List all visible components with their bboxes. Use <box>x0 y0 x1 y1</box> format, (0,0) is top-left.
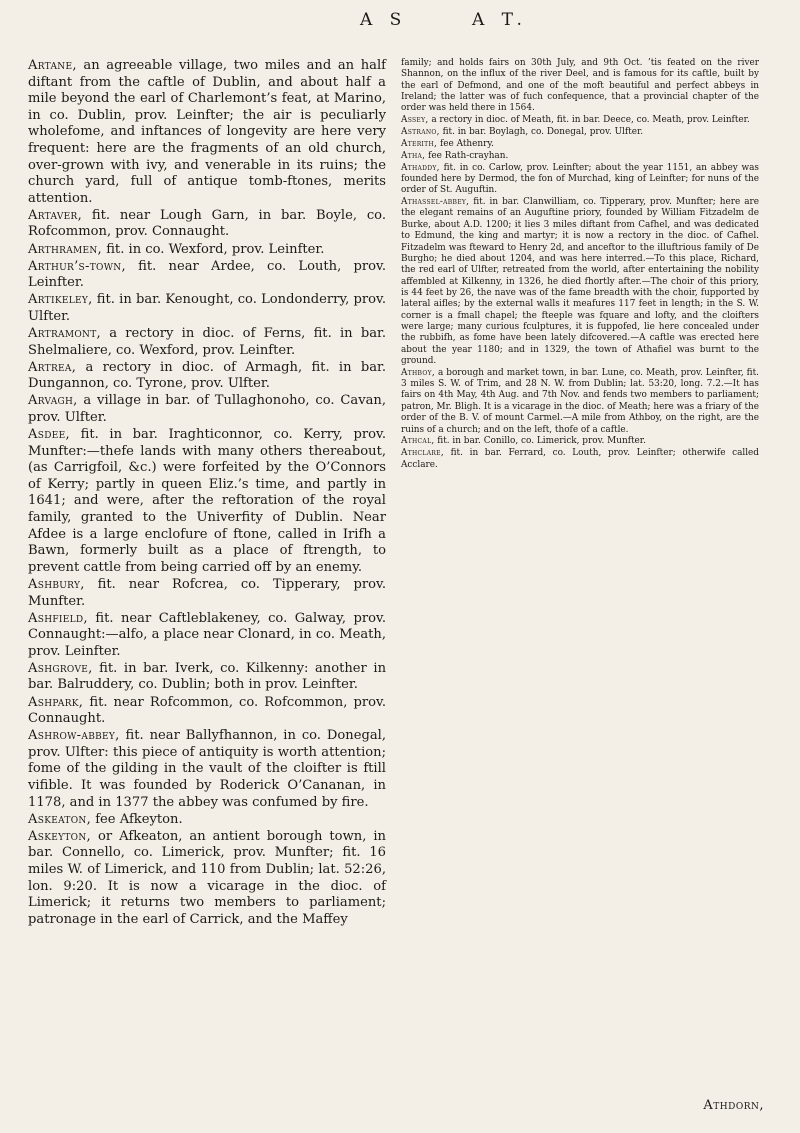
gazetteer-entry <box>401 436 759 447</box>
gazetteer-entry <box>401 115 759 126</box>
entry-headword: Ashrow-abbey, <box>28 728 120 744</box>
gazetteer-entry <box>28 360 386 393</box>
gazetteer-entry <box>28 812 386 829</box>
entry-text: a rectory in dioc. of Meath, fit. in bar. Deece, co. Meath, prov. Leinfter. <box>428 115 750 126</box>
entry-headword: Athboy, <box>401 367 435 378</box>
entry-headword: Artaver, <box>28 207 83 223</box>
entry-headword: Ashfield, <box>28 610 88 626</box>
running-head-left: A S <box>360 10 408 30</box>
gazetteer-entry <box>401 197 759 367</box>
entry-text: fee Athenry. <box>437 138 494 149</box>
entry-headword: Askeyton, <box>28 828 91 844</box>
entry-text: fit. in bar. Conillo, co. Limerick, prov. Munfter. <box>434 436 646 447</box>
gazetteer-entry <box>28 393 386 426</box>
entry-text: fit. near Rofcommon, co. Rofcommon, prov. Connaught. <box>28 694 386 727</box>
gazetteer-entry <box>28 58 386 207</box>
gazetteer-entry <box>28 326 386 359</box>
entry-text: fit. in bar. Iraghticonnor, co. Kerry, prov. Munfter:—thefe lands with many others thereabout, (as Carrigfoil, &c.) were forfeited by the O’Connors of Kerry; partly in queen Eliz.’s time, and partly in 1641; and were, after the reftoration of the royal family, granted to the Univerfity of Dublin. Near Afdee is a large enclofure of ftone, called in Irifh a Bawn, formerly built as a place of ftrength, to prevent cattle from being carried off by an enemy. <box>28 427 386 575</box>
entry-text: fit. near Caftleblakeney, co. Galway, prov. Connaught:—alfo, a place near Clonard, in co. Meath, prov. Leinfter. <box>28 610 386 659</box>
gazetteer-entry <box>28 208 386 241</box>
entry-headword: Athclare, <box>401 448 444 459</box>
entry-text: fit. in bar. Clanwilliam, co. Tipperary, prov. Munfter; here are the elegant remains of an Auguftine priory, founded by William Fitzadelm de Burke, about A.D. 1200; it lies 3 miles diftant from Cafhel, and was dedicated to Edmund, the king and martyr; it is now a rectory in the dioc. of Cafhel. Fitzadelm was fteward to Henry 2d, and anceftor to the illuftrious family of De Burgho; he died about 1204, and was here interred.—To this place, Richard, the red earl of Ulfter, retreated from the world, after entertaining the nobility affembled at Kilkenny, in 1326, he died fhortly after.—The choir of this priory, is 44 feet by 26, the nave was of the fame breadth with the choir, fupported by lateral aifles; by the external walls it meafures 117 feet in length; in the S. W. corner is a fmall chapel; the fteeple was fquare and lofty, and the cloifters were large; many curious fculptures, it is fuppofed, lie here concealed under the rubbifh, as fome have been lately difcovered.—A caftle was erected here about the year 1180; and in 1329, the town of Athafiel was burnt to the ground. <box>401 197 759 366</box>
right-column <box>401 58 759 1108</box>
entry-text: fit. in bar. Ferrard, co. Louth, prov. Leinfter; otherwife called Acclare. <box>401 448 759 470</box>
entry-headword: Arvagh, <box>28 393 78 409</box>
entry-text: fit. in co. Carlow, prov. Leinfter; about the year 1151, an abbey was founded here by Dermod, the fon of Murchad, king of Leinfter; for nuns of the order of St. Auguftin. <box>401 162 759 196</box>
entry-headword: Asdee, <box>28 427 70 443</box>
entry-headword: Athaddy, <box>401 162 440 173</box>
entry-text: fit. in bar. Iverk, co. Kilkenny: another in bar. Balruddery, co. Dublin; both in prov. Leinfter. <box>28 660 386 693</box>
running-head-right: A T. <box>472 10 528 30</box>
entry-headword: Arthramen, <box>28 241 103 257</box>
entry-text: an agreeable village, two miles and an half diftant from the caftle of Dublin, and about half a mile beyond the earl of Charlemont’s feat, at Marino, in co. Dublin, prov. Leinfter; the air is peculiarly wholefome, and inftances of longevity are here very frequent: here are the fragments of an old church, over-grown with ivy, and venerable in its ruins; the church yard, full of antique tomb-ftones, merits attention. <box>28 58 386 206</box>
entry-text: fit. near Ardee, co. Louth, prov. Leinfter. <box>28 258 386 291</box>
entry-headword: Ashbury, <box>28 576 85 592</box>
gazetteer-entry <box>28 695 386 728</box>
entry-text: fit. in bar. Boylagh, co. Donegal, prov. Ulfter. <box>439 127 644 138</box>
entry-text: fee Rath-crayhan. <box>425 150 509 161</box>
entry-headword: Athcal, <box>401 436 435 447</box>
entry-headword: Aterith, <box>401 138 438 149</box>
entry-text: fit. near Ballyfhannon, in co. Donegal, prov. Ulfter: this piece of antiquity is worth attention; fome of the gilding in the vault of the cloifter is ftill vifible. It was founded by Roderick O’Cananan, in 1178, and in 1377 the abbey was confumed by fire. <box>28 728 386 810</box>
gazetteer-entry <box>401 368 759 436</box>
entry-headword: Atha, <box>401 150 426 161</box>
entry-text: a borough and market town, in bar. Lune, co. Meath, prov. Leinfter, fit. 3 miles S. W. of Trim, and 28 N. W. from Dublin; lat. 53:20, long. 7.2.—It has fairs on 4th May, 4th Aug. and 7th Nov. and fends two members to parliament; patron, Mr. Bligh. It is a vicarage in the dioc. of Meath; here was a friary of the order of the B. V. of mount Carmel.—A mile from Athboy, on the right, are the ruins of a church; and on the left, thofe of a caftle. <box>401 367 759 435</box>
gazetteer-entry <box>28 259 386 292</box>
gazetteer-entry <box>28 728 386 811</box>
catchword: Athdorn, <box>703 1098 764 1113</box>
gazetteer-entry <box>28 829 386 929</box>
gazetteer-entry <box>401 127 759 138</box>
entry-headword: Athassel-abbey, <box>401 197 470 208</box>
entry-headword: Ashpark, <box>28 694 84 710</box>
entry-headword: Askeaton, <box>28 811 92 827</box>
entry-text: a rectory in dioc. of Ferns, fit. in bar. Shelmaliere, co. Wexford, prov. Leinfter. <box>28 326 386 358</box>
gazetteer-entry <box>28 427 386 576</box>
left-column <box>28 58 386 929</box>
entry-headword: Astrano, <box>401 127 440 138</box>
gazetteer-entry <box>401 139 759 150</box>
gazetteer-entry <box>401 163 759 197</box>
gazetteer-entry <box>28 292 386 325</box>
gazetteer-entry <box>401 448 759 471</box>
entry-text: a village in bar. of Tullaghonoho, co. Cavan, prov. Ulfter. <box>28 393 386 425</box>
entry-headword: Artikeley, <box>28 292 93 308</box>
entry-headword: Artrea, <box>28 359 77 375</box>
entry-headword: Ashgrove, <box>28 660 93 676</box>
entry-text: a rectory in dioc. of Armagh, fit. in bar. Dungannon, co. Tyrone, prov. Ulfter. <box>28 359 386 392</box>
running-head <box>0 10 800 40</box>
gazetteer-entry <box>28 242 386 259</box>
entry-headword: Artramont, <box>28 326 101 341</box>
entry-text: family; and holds fairs on 30th July, and 9th Oct. ’tis feated on the river Shannon, on the influx of the river Deel, and is famous for its caftle, built by the earl of Defmond, and one of the moft beautiful and perfect abbeys in Ireland; the latter was of fuch confequence, that a provincial chapter of the order was held there in 1564. <box>401 58 759 114</box>
gazetteer-entry <box>28 611 386 661</box>
entry-text: or Afkeaton, an antient borough town, in bar. Connello, co. Limerick, prov. Munfter; fit. 16 miles W. of Limerick, and 110 from Dublin; lat. 52:26, lon. 9:20. It is now a vicarage in the dioc. of Limerick; it returns two members to parliament; patronage in the earl of Carrick, and the Maffey <box>28 828 386 927</box>
gazetteer-entry <box>401 58 759 115</box>
entry-headword: Assey, <box>401 115 429 126</box>
gazetteer-entry <box>28 577 386 610</box>
gazetteer-entry <box>401 151 759 162</box>
entry-text: fit. near Rofcrea, co. Tipperary, prov. Munfter. <box>28 576 386 609</box>
entry-text: fit. near Lough Garn, in bar. Boyle, co. Rofcommon, prov. Connaught. <box>28 207 386 240</box>
entry-text: fee Afkeyton. <box>91 811 183 827</box>
entry-text: fit. in co. Wexford, prov. Leinfter. <box>102 241 325 257</box>
entry-headword: Artane, <box>28 58 77 73</box>
entry-text: fit. in bar. Kenought, co. Londonderry, prov. Ulfter. <box>28 292 386 324</box>
entry-headword: Arthur’s-town, <box>28 258 126 274</box>
gazetteer-entry <box>28 661 386 694</box>
